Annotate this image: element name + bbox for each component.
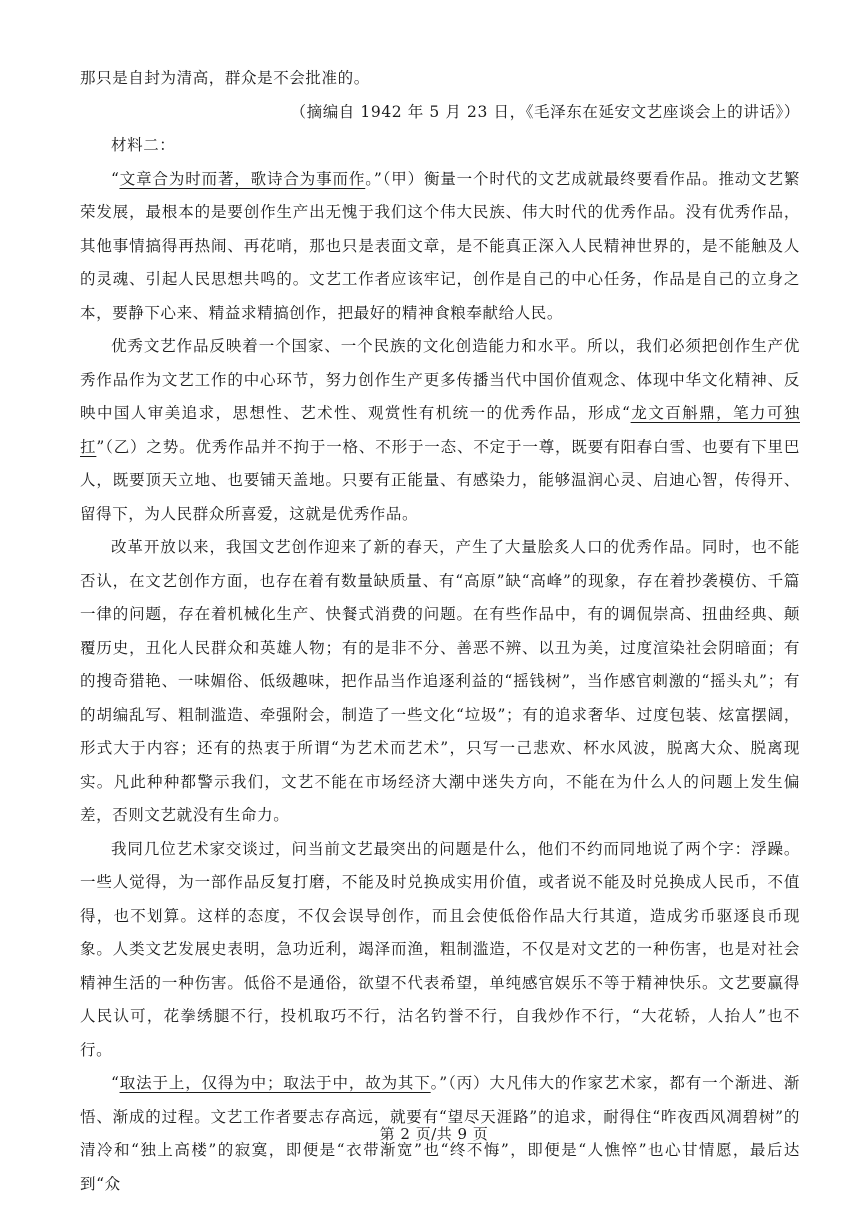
paragraph-3: 改革开放以来，我国文艺创作迎来了新的春天，产生了大量脍炙人口的优秀作品。同时，也不能否认，在文艺创作方面，也存在着有数量缺质量、有“高原”缺“高峰”的现象，存在着抄袭模仿、千篇一律的问题，存在着机械化生产、快餐式消费的问题。在有些作品中，有的调侃崇高、扭曲经典、颠覆历史，丑化人民群众和英雄人物；有的是非不分、善恶不辨、以丑为美，过度渲染社会阴暗面；有的搜奇猎艳、一味媚俗、低级趣味，把作品当作追逐利益的“摇钱树”，当作感官刺激的“摇头丸”；有的胡编乱写、粗制滥造、牵强附会，制造了一些文化“垃圾”；有的追求奢华、过度包装、炫富摆阔，形式大于内容；还有的热衷于所谓“为艺术而艺术”，只写一己悲欢、杯水风波，脱离大众、脱离现实。凡此种种都警示我们，文艺不能在市场经济大潮中迷失方向，不能在为什么人的问题上发生偏差，否则文艺就没有生命力。 <box>80 538 800 824</box>
quote-open: “ <box>111 169 120 188</box>
article-body <box>80 62 800 1201</box>
continuation-line: 那只是自封为清高，群众是不会批准的。 <box>80 69 370 87</box>
quote-close: 。” <box>430 1074 448 1092</box>
paragraph-2 <box>80 330 800 531</box>
source-citation: （摘编自 1942 年 5 月 23 日，《毛泽东在延安文艺座谈会上的讲话》） <box>290 102 800 121</box>
quote-bing: 取法于上，仅得为中；取法于中，故为其下 <box>119 1074 431 1092</box>
paragraph-1 <box>80 163 800 331</box>
paragraph-2-before: 优秀文艺作品反映着一个国家、一个民族的文化创造能力和水平。所以，我们必须把创作生产优秀作品作为文艺工作的中心环节，努力创作生产更多传播当代中国价值观念、体现中华文化精神、反映中国人审美追求，思想性、艺术性、观赏性有机统一的优秀作品，形成“ <box>80 337 800 422</box>
quote-open: “ <box>111 1074 120 1092</box>
quote-yi: 龙文百斛鼎，笔力可独扛 <box>80 404 800 456</box>
paragraph-2-after: ”（乙）之势。优秀作品并不拘于一格、不形于一态、不定于一尊，既要有阳春白雪、也要有下里巴人，既要顶天立地、也要铺天盖地。只要有正能量、有感染力，能够温润心灵、启迪心智，传得开、留得下，为人民群众所喜爱，这就是优秀作品。 <box>80 437 801 523</box>
page-number: 第 2 页/共 9 页 <box>379 1125 489 1143</box>
paragraph-1-text: （甲）衡量一个时代的文艺成就最终要看作品。推动文艺繁荣发展，最根本的是要创作生产出无愧于我们这个伟大民族、伟大时代的优秀作品。没有优秀作品，其他事情搞得再热闹、再花哨，那也只是表面文章，是不能真正深入人民精神世界的，是不能触及人的灵魂、引起人民思想共鸣的。文艺工作者应该牢记，创作是自己的中心任务，作品是自己的立身之本，要静下心来、精益求精搞创作，把最好的精神食粮奉献给人民。 <box>80 169 800 322</box>
quote-jia: 文章合为时而著，歌诗合为事而作 <box>119 169 366 188</box>
paragraph-5-text: （丙）大凡伟大的作家艺术家，都有一个渐进、渐悟、渐成的过程。文艺工作者要志存高远，就要有“望尽天涯路”的追求，耐得住“昨夜西风凋碧树”的清冷和“独上高楼”的寂寞，即便是“衣带渐宽”也“终不悔”，即便是“人憔悴”也心甘情愿，最后达到“众 <box>80 1074 801 1193</box>
quote-close: 。” <box>365 169 383 188</box>
paragraph-4: 我同几位艺术家交谈过，问当前文艺最突出的问题是什么，他们不约而同地说了两个字：浮躁。一些人觉得，为一部作品反复打磨，不能及时兑换成实用价值，或者说不能及时兑换成人民币，不值得，也不划算。这样的态度，不仅会误导创作，而且会使低俗作品大行其道，造成劣币驱逐良币现象。人类文艺发展史表明，急功近利，竭泽而渔，粗制滥造，不仅是对文艺的一种伤害，也是对社会精神生活的一种伤害。低俗不是通俗，欲望不代表希望，单纯感官娱乐不等于精神快乐。文艺要赢得人民认可，花拳绣腿不行，投机取巧不行，沽名钓誉不行，自我炒作不行，“大花轿，人抬人”也不行。 <box>80 839 800 1059</box>
material-heading: 材料二： <box>111 136 176 154</box>
